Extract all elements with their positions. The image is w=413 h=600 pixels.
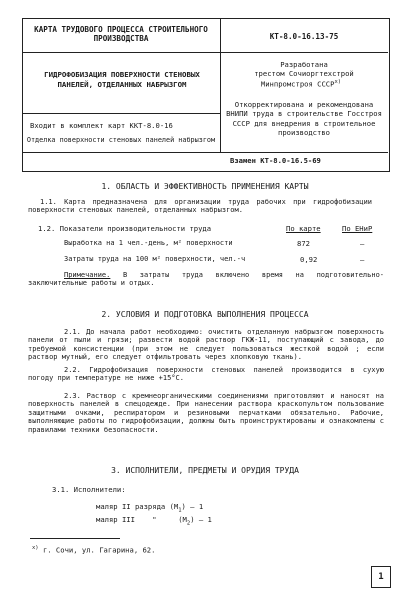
worker1 (96, 502, 203, 515)
section3-title: 3. ИСПОЛНИТЕЛИ, ПРЕДМЕТЫ И ОРУДИЯ ТРУДА (111, 466, 299, 475)
page-number: 1 (371, 566, 391, 588)
corrected-note: Откорректирована и рекомендована ВНИПИ труда в строительстве Госстроя СССР для внедрения в строительное производство (226, 100, 382, 138)
worker2 (96, 515, 212, 528)
col-header-card: По карте (286, 224, 321, 233)
row1-label: Выработка на 1 чел.-день, м² поверхности (64, 239, 233, 247)
included-in: Входит в комплект карт ККТ-8.0-16 (30, 121, 173, 130)
replaces-note: Взамен КТ-8.0-16.5-69 (230, 156, 321, 165)
included-desc: Отделка поверхности стеновых панелей набрызгом (26, 136, 216, 144)
header-divider-h2 (22, 113, 221, 114)
worker2-sub: 2 (186, 520, 191, 527)
row2-card-value: 0,92 (300, 255, 318, 264)
work-title: ГИДРОФОБИЗАЦИЯ ПОВЕРХНОСТИ СТЕНОВЫХ ПАНЕЛЕЙ, ОТДЕЛАННЫХ НАБРЫЗГОМ (44, 70, 200, 89)
ministry-footnote-mark: х) (334, 79, 342, 85)
footnote-rule (30, 538, 120, 539)
developed-label: Разработана (280, 60, 328, 69)
section2-p3: 2.3. Раствор с кремнеорганическими соединениями приготовляют и наносят на поверхность панелей в спецодежде. При нанесении раствора краскопультом пользование защитными очками, респиратором и резиновыми перчатками обязательно. Рабочие, выполняющие работы по гидрофобизации, должны быть проинструктированы и ознакомлены с правилами техники безопасности. (28, 392, 384, 434)
footnote (32, 544, 155, 554)
worker1-sub: 1 (178, 507, 182, 514)
section1-note (28, 271, 384, 288)
worker1-count: ) – 1 (181, 502, 204, 511)
section3-p1: 3.1. Исполнители: (52, 485, 126, 494)
section2-title: 2. УСЛОВИЯ И ПОДГОТОВКА ВЫПОЛНЕНИЯ ПРОЦЕССА (101, 310, 309, 319)
row2-enir-value: – (360, 255, 365, 264)
worker1-text: маляр II разряда (М (96, 502, 179, 511)
section1-p2: 1.2. Показатели производительности труда (38, 224, 212, 233)
worker2-text: маляр III " (М (96, 515, 187, 524)
note-label: Примечание. (64, 271, 111, 279)
ministry-text: Минпромстроя СССР (260, 79, 335, 89)
worker2-count: ) – 1 (190, 515, 212, 524)
row2-label: Затраты труда на 100 м² поверхности, чел.-ч (64, 255, 246, 263)
header-divider-vertical (220, 18, 221, 152)
section2-p2: 2.2. Гидрофобизация поверхности стеновых панелей производится в сухую погоду при температуре не ниже +15°С. (28, 366, 384, 383)
row1-card-value: 872 (297, 239, 310, 248)
col-header-enir: По ЕНиР (342, 224, 373, 233)
header-divider-h1 (22, 52, 388, 53)
section1-p1: 1.1. Карта предназначена для организации труда рабочих при гидрофобизации поверхности стеновых панелей, отделанных набрызгом. (28, 198, 372, 215)
ministry (222, 78, 380, 88)
header-divider-h3 (22, 152, 388, 153)
card-code: КТ-8.0-16.13-75 (269, 32, 339, 41)
card-title: КАРТА ТРУДОВОГО ПРОЦЕССА СТРОИТЕЛЬНОГО ПРОИЗВОДСТВА (34, 25, 208, 43)
developed-by: трестом Сочиоргтехстрой (254, 69, 354, 78)
section1-title: 1. ОБЛАСТЬ И ЭФФЕКТИВНОСТЬ ПРИМЕНЕНИЯ КАРТЫ (101, 182, 309, 191)
section2-p1: 2.1. До начала работ необходимо: очистить отделанную набрызгом поверхность панели от пыли и грязи; развести водой раствор ГКЖ-11, поступающий с завода, до требуемой консистенции (при этом не следует пользоваться жесткой водой ; если раствор мутный, его следует отфильтровать через хлопковую ткань). (28, 328, 384, 362)
footnote-mark: х) (32, 545, 39, 551)
note-text: В затраты труда включено время на подготовительно-заключительные работы и отдых. (28, 271, 385, 288)
row1-enir-value: – (360, 239, 365, 248)
footnote-text: г. Сочи, ул. Гагарина, 62. (42, 545, 156, 555)
